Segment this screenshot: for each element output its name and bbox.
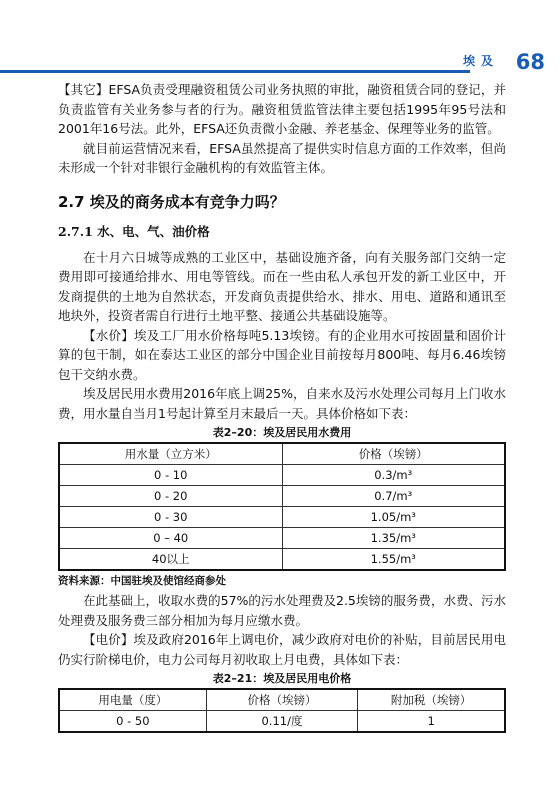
table-header-row [59,443,505,465]
electricity-price-table [58,688,506,733]
table-header-row [59,689,505,711]
paragraph-residential-water: 埃及居民用水费用2016年底上调25%，自来水及污水处理公司每月上门收水费，用水量自当月1号起计算至月末最后一天。具体价格如下表： [58,386,506,421]
water-price-table [58,442,506,571]
paragraph-water-price: 【水价】埃及工厂用水价格每吨5.13埃镑。有的企业用水可按固量和固价计算的包干制，如在泰达工业区的部分中国企业目前按每月800吨、每月6.46埃镑包干交纳水费。 [58,327,506,382]
table-row [59,528,505,549]
column-header: 价格（埃镑） [282,443,505,465]
table-cell: 1.35/m³ [282,528,505,549]
table-row [59,486,505,507]
page-number: 68 [515,50,545,74]
table-cell: 0 – 40 [59,528,282,549]
table-caption-water: 表2–20：埃及居民用水费用 [212,426,352,439]
table-row [59,711,505,733]
column-header: 附加税（埃镑） [358,689,505,711]
subsection-heading: 2.7.1 水、电、气、油价格 [58,223,210,239]
table-cell: 1.55/m³ [282,549,505,571]
paragraph-electricity-price: 【电价】埃及政府2016年上调电价，减少政府对电价的补贴，目前居民用电仍实行阶梯电价，电力公司每月初收取上月电费，具体如下表： [58,632,506,667]
table-cell: 0.11/度 [206,711,358,733]
table-cell: 0 - 30 [59,507,282,528]
header-rule [0,70,470,73]
table-cell: 0 - 10 [59,465,282,486]
table-row [59,465,505,486]
table-caption-electricity: 表2–21：埃及居民用电价格 [212,672,352,685]
paragraph-sewage-fee: 在此基础上，收取水费的57%的污水处理费及2.5埃镑的服务费，水费、污水处理费及服务费三部分相加为每月应缴水费。 [58,593,506,628]
paragraph-industrial-zones: 在十月六日城等成熟的工业区中，基础设施齐备，向有关服务部门交纳一定费用即可接通给排水、用电等管线。而在一些由私人承包开发的新工业区中，开发商提供的土地为自然状态，开发商负责提供给水、排水、用电、道路和通讯至地块外，投资者需自行进行土地平整、接通公共基础设施等。 [58,249,506,323]
paragraph-efsa-summary: 就目前运营情况来看，EFSA虽然提高了提供实时信息方面的工作效率，但尚未形成一个针对非银行金融机构的有效监管主体。 [58,140,506,175]
table-row [59,507,505,528]
table-cell: 0.7/m³ [282,486,505,507]
column-header: 价格（埃镑） [206,689,358,711]
table-cell: 0 - 20 [59,486,282,507]
section-heading: 2.7 埃及的商务成本有竞争力吗？ [58,192,285,211]
table-cell: 1.05/m³ [282,507,505,528]
paragraph-other: 【其它】EFSA负责受理融资租赁公司业务执照的审批，融资租赁合同的登记，并负责监管有关业务参与者的行为。融资租赁监管法律主要包括1995年95号法和2001年16号法。此外，EFSA还负责微小金融、养老基金、保理等业务的监管。 [58,82,506,136]
column-header: 用水量（立方米） [59,443,282,465]
table-cell: 0.3/m³ [282,465,505,486]
running-header-country: 埃及 [462,54,499,68]
column-header: 用电量（度） [59,689,206,711]
page-header [0,50,559,80]
table-cell: 1 [358,711,505,733]
table-source-note: 资料来源：中国驻埃及使馆经商参处 [58,575,226,587]
page-body [58,80,506,733]
table-cell: 0 - 50 [59,711,206,733]
table-row [59,549,505,571]
table-cell: 40以上 [59,549,282,571]
